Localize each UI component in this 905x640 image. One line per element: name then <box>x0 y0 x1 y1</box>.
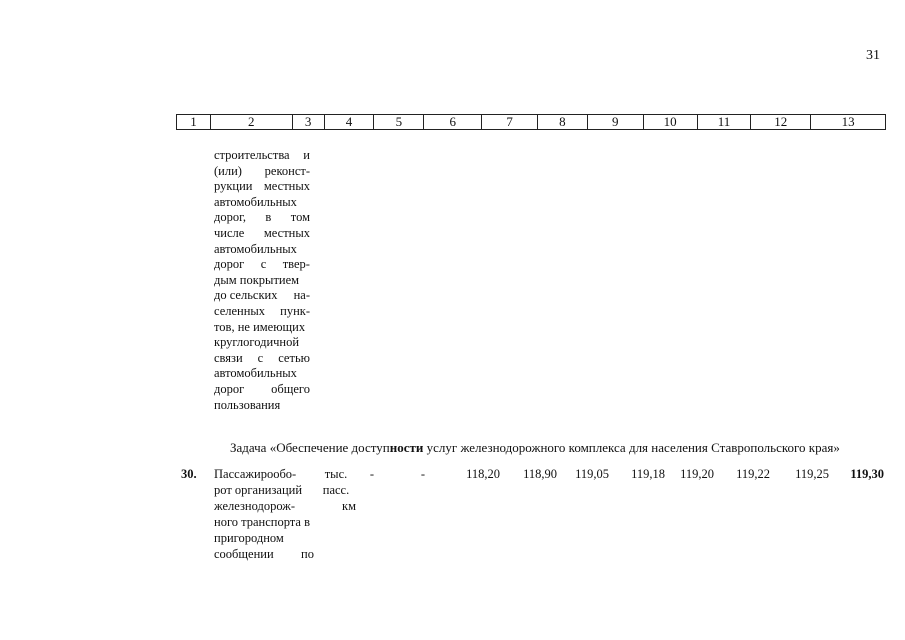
header-col-8: 8 <box>538 115 588 129</box>
word: связи <box>214 350 243 365</box>
header-col-2: 2 <box>211 115 293 129</box>
word: рукции <box>214 179 253 194</box>
row-col-4: - <box>369 467 375 481</box>
task-title-bold: ности <box>389 440 424 455</box>
text-line <box>214 382 310 398</box>
header-col-5: 5 <box>374 115 424 129</box>
word: ного транспорта в <box>214 515 310 529</box>
word: пунк- <box>280 303 310 318</box>
text-line <box>214 273 310 289</box>
word: рот организаций <box>214 483 303 497</box>
row-value-col-12: 119,25 <box>795 467 829 481</box>
word: пригородном <box>214 531 284 545</box>
unit-line: тыс. <box>324 467 348 481</box>
text-line <box>214 226 310 242</box>
text-line <box>214 304 310 320</box>
text-line <box>214 320 310 336</box>
row-value-col-6: 118,20 <box>466 467 500 481</box>
text-line <box>214 242 310 258</box>
word: дым покрытием <box>214 272 300 287</box>
unit-line: пасс. <box>322 483 350 497</box>
header-col-6: 6 <box>424 115 482 129</box>
text-line <box>214 530 314 546</box>
text-line <box>214 164 310 180</box>
header-col-11: 11 <box>698 115 752 129</box>
word: и <box>303 148 310 162</box>
word: с <box>257 350 264 365</box>
text-line <box>214 482 314 498</box>
unit-line: км <box>342 499 356 513</box>
word: (или) <box>214 163 242 178</box>
header-col-7: 7 <box>482 115 538 129</box>
row-number: 30. <box>181 467 197 481</box>
word: автомобильных <box>214 366 297 381</box>
text-line <box>214 179 310 195</box>
row-value-col-10: 119,20 <box>680 467 714 481</box>
header-col-13: 13 <box>841 114 855 129</box>
word: сообщении <box>214 547 274 561</box>
header-col-1: 1 <box>177 115 211 129</box>
text-line <box>214 466 314 482</box>
word: сетью <box>278 350 310 365</box>
word: по <box>301 547 314 561</box>
word: общего <box>271 381 310 396</box>
continuation-text <box>214 148 310 413</box>
row-value-col-11: 119,22 <box>736 467 770 481</box>
text-line <box>214 257 310 273</box>
word: автомобильных <box>214 194 297 209</box>
row-unit <box>316 466 356 514</box>
header-col-9: 9 <box>588 115 644 129</box>
header-col-10: 10 <box>644 115 698 129</box>
text-line <box>214 546 314 562</box>
word: тов, не имеющих <box>214 319 306 334</box>
text-line <box>214 366 310 382</box>
word: твер- <box>282 257 310 272</box>
row-value-col-13: 119,30 <box>850 467 884 481</box>
word: селенных <box>214 303 266 318</box>
text-line <box>214 514 314 530</box>
page-number: 31 <box>866 48 880 63</box>
task-title-prefix: Задача «Обеспечение доступ <box>230 440 390 455</box>
word: автомобильных <box>214 241 297 256</box>
word: круглогодичной <box>214 335 300 350</box>
table-header-row <box>176 114 886 130</box>
header-col-3: 3 <box>293 115 325 129</box>
word: дорог <box>214 257 245 272</box>
header-col-12: 12 <box>751 115 811 129</box>
row-value-col-8: 119,05 <box>575 467 609 481</box>
word: Пассажирообо- <box>214 467 297 481</box>
word: до сельских <box>214 288 278 303</box>
text-line <box>214 210 310 226</box>
text-line <box>214 498 314 514</box>
word: числе <box>214 225 245 240</box>
word: с <box>260 257 267 272</box>
word: в <box>265 210 272 225</box>
row-value-col-7: 118,90 <box>523 467 557 481</box>
text-line <box>214 398 310 414</box>
text-line <box>214 351 310 367</box>
word: том <box>290 210 310 225</box>
task-title-suffix: услуг железнодорожного комплекса для населения Ставропольского края» <box>423 440 840 455</box>
word: реконст- <box>264 163 310 178</box>
word: железнодорож- <box>214 499 296 513</box>
text-line <box>214 148 310 164</box>
row-value-col-9: 119,18 <box>631 467 665 481</box>
row-col-5: - <box>420 467 426 481</box>
text-line <box>214 288 310 304</box>
task-title <box>230 440 840 456</box>
word: на- <box>293 288 310 303</box>
word: местных <box>263 179 310 194</box>
text-line <box>214 335 310 351</box>
row-name <box>214 466 314 562</box>
word: строительства <box>214 148 290 162</box>
word: местных <box>263 225 310 240</box>
header-col-4: 4 <box>325 115 375 129</box>
word: дорог <box>214 381 245 396</box>
word: пользования <box>214 397 281 412</box>
text-line <box>214 195 310 211</box>
word: дорог, <box>214 210 246 225</box>
